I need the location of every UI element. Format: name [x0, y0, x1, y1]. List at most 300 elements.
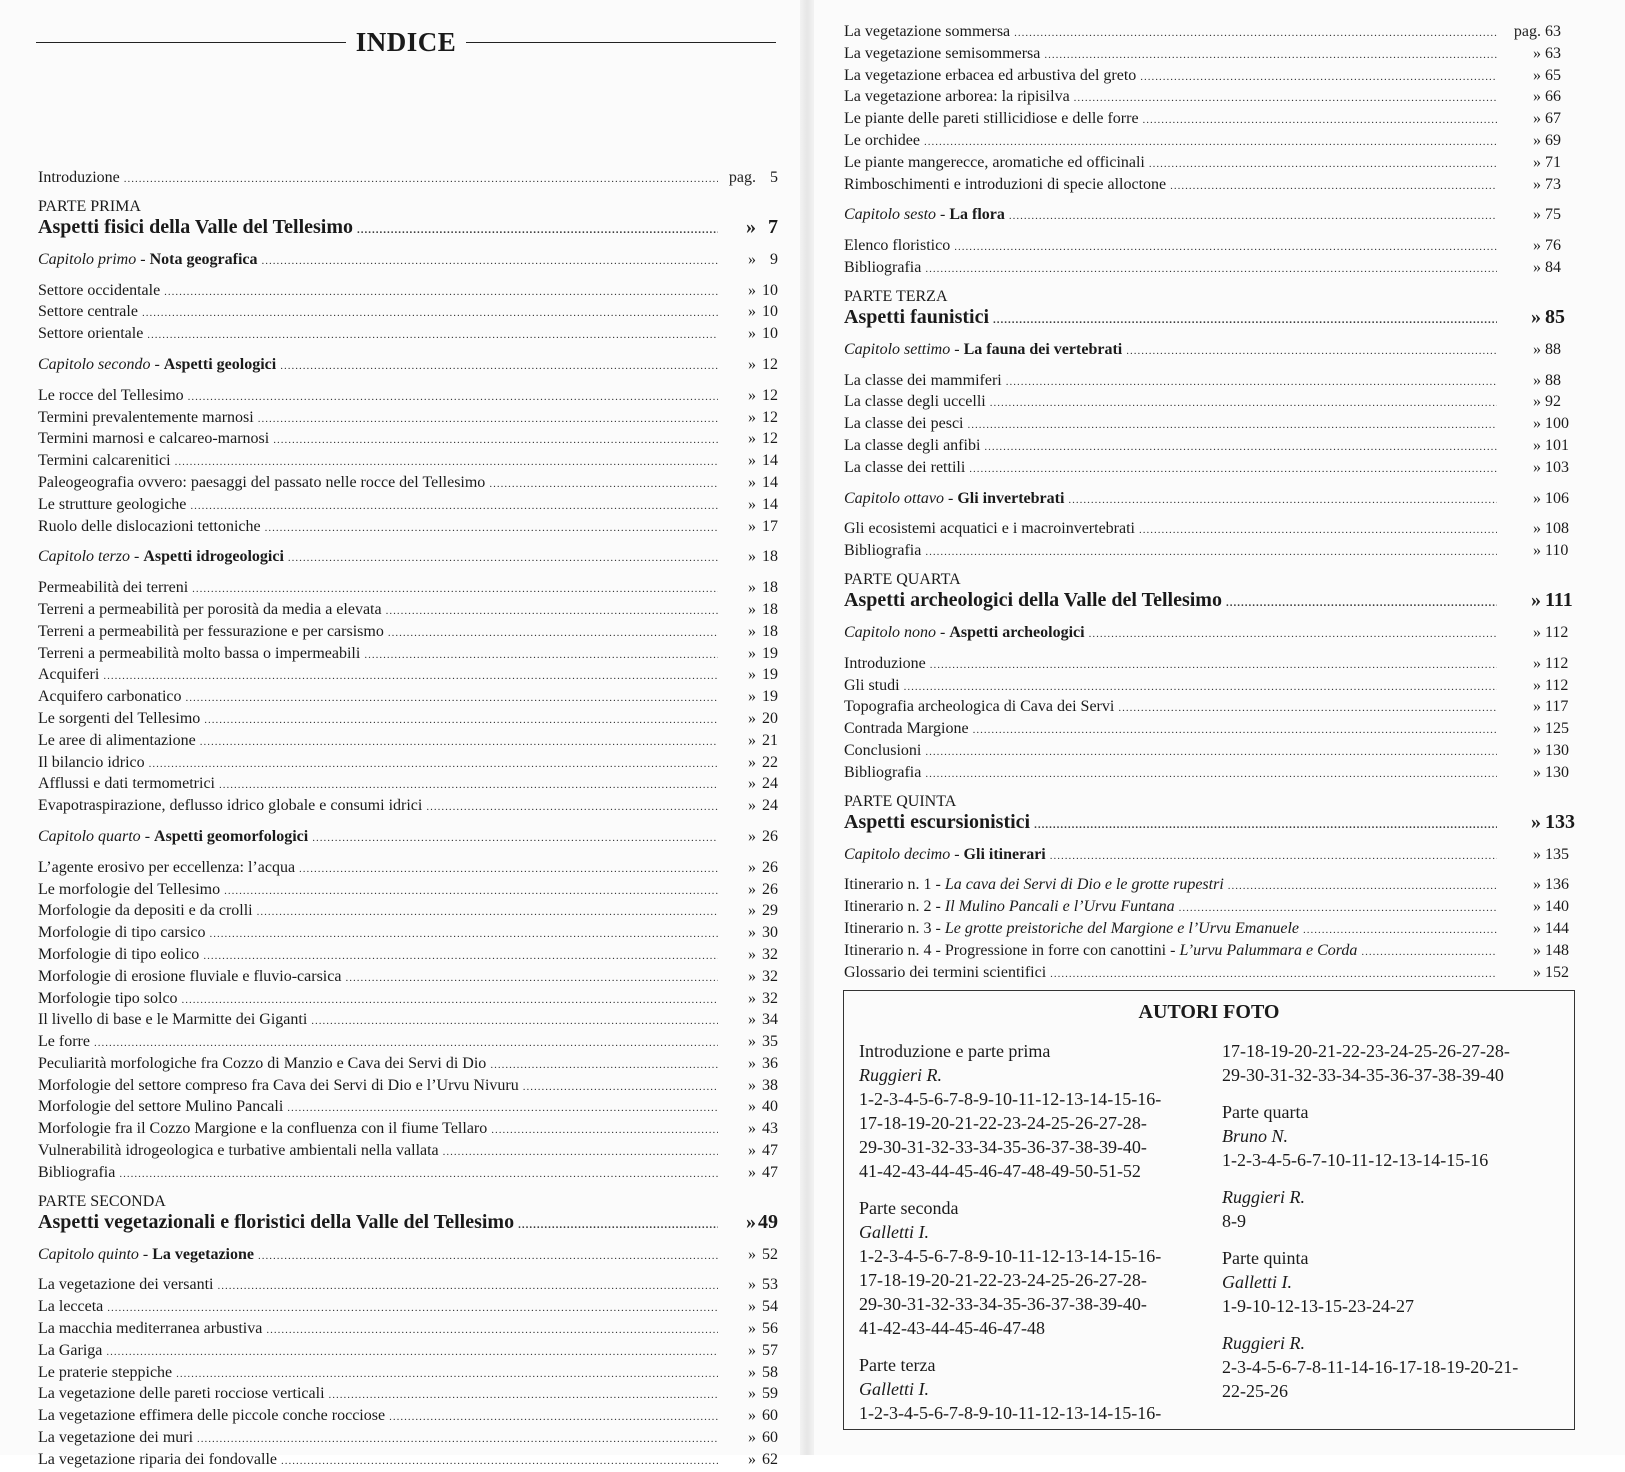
toc-entry: [844, 131, 1579, 153]
toc-spacer: [38, 538, 778, 547]
toc-entry-label: Le sorgenti del Tellesimo: [38, 709, 201, 727]
toc-page-number: 24: [762, 775, 778, 793]
toc-entry: [844, 44, 1579, 66]
toc-entry: [38, 731, 778, 753]
chapter-number: Capitolo secondo: [38, 355, 151, 373]
toc-leader-dots: [188, 387, 718, 408]
toc-page-number: 19: [762, 666, 778, 684]
toc-leader-dots: [1009, 206, 1497, 227]
toc-spacer: [38, 241, 778, 250]
toc-page-number: 14: [762, 495, 778, 513]
toc-page-number: 54: [762, 1298, 778, 1316]
toc-entry: [38, 923, 778, 945]
photo-credit-numbers: 29-30-31-32-33-34-35-36-37-38-39-40-: [859, 1294, 1147, 1314]
toc-page-prefix: »: [748, 1407, 756, 1425]
toc-page-prefix: pag.: [728, 169, 756, 186]
toc-chapter: [38, 355, 778, 377]
toc-entry: [38, 1363, 778, 1385]
toc-page-number: 75: [1545, 206, 1561, 224]
toc-entry: [38, 774, 778, 796]
chapter-number: Capitolo quinto: [38, 1245, 139, 1263]
toc-leader-dots: [1143, 110, 1497, 131]
toc-leader-dots: [176, 1364, 718, 1385]
toc-spacer: [844, 362, 1579, 371]
toc-page-number: 65: [1545, 66, 1561, 84]
toc-entry: [38, 644, 778, 666]
toc-entry-label: Termini marnosi e calcareo-marnosi: [38, 430, 270, 448]
chapter-number: Capitolo decimo: [844, 845, 951, 863]
toc-page-number: 18: [762, 600, 778, 618]
toc-page-number: 32: [762, 945, 778, 963]
toc-entry: [844, 741, 1579, 763]
photo-credit-author: Ruggieri R.: [1222, 1187, 1305, 1207]
toc-leader-dots: [107, 1298, 718, 1319]
toc-page-number: 112: [1545, 654, 1569, 672]
toc-entry: [38, 600, 778, 622]
photo-credits-column-2: [1222, 1039, 1562, 1416]
toc-leader-dots: [299, 859, 718, 880]
toc-page-prefix: »: [748, 250, 756, 268]
toc-leader-dots: [925, 542, 1497, 563]
toc-leader-dots: [930, 655, 1497, 676]
toc-page-prefix: »: [1533, 458, 1541, 476]
toc-entry: [38, 1119, 778, 1141]
toc-entry-label: La Gariga: [38, 1341, 103, 1359]
toc-entry: [38, 1275, 778, 1297]
toc-page-prefix: »: [1533, 623, 1541, 641]
toc-page-number: 38: [762, 1076, 778, 1094]
toc-entry-label: La vegetazione dei versanti: [38, 1276, 214, 1294]
photo-credits-column-1: [859, 1039, 1199, 1438]
toc-entry: [38, 967, 778, 989]
toc-entry-label: Peculiarità morfologiche fra Cozzo di Manzio e Cava dei Servi di Dio: [38, 1054, 487, 1072]
toc-leader-dots: [968, 415, 1498, 436]
toc-leader-dots: [426, 797, 718, 818]
toc-page-prefix: »: [748, 1245, 756, 1263]
toc-entry-label: Aspetti fisici della Valle del Tellesimo: [38, 215, 354, 238]
toc-page-number: 136: [1545, 876, 1569, 894]
photo-credit-block: [859, 1039, 1199, 1183]
toc-entry-label: Le piante mangerecce, aromatiche ed officinali: [844, 153, 1145, 171]
toc-page-prefix: »: [748, 989, 756, 1007]
toc-leader-dots: [1074, 88, 1497, 109]
toc-leader-dots: [1089, 624, 1497, 645]
toc-chapter: [844, 489, 1579, 511]
toc-leader-dots: [1034, 814, 1497, 836]
chapter-number: Capitolo primo: [38, 250, 137, 268]
toc-page-prefix: »: [746, 1210, 756, 1233]
toc-part-label: PARTE QUARTA: [844, 570, 961, 588]
toc-page-prefix: »: [1533, 237, 1541, 255]
photo-credit-numbers: 1-2-3-4-5-6-7-10-11-12-13-14-15-16: [1222, 1150, 1489, 1170]
toc-spacer: [844, 614, 1579, 623]
toc-entry-label: La classe dei rettili: [844, 458, 966, 476]
toc-page-prefix: »: [1533, 520, 1541, 538]
chapter-number: Capitolo quarto: [38, 827, 141, 845]
toc-page-number: 49: [758, 1210, 778, 1233]
photo-credit-numbers: 29-30-31-32-33-34-35-36-37-38-39-40: [1222, 1065, 1504, 1085]
toc-spacer: [844, 196, 1579, 205]
toc-page-number: 26: [762, 858, 778, 876]
toc-page-number: 88: [1545, 371, 1561, 389]
toc-entry: [844, 875, 1579, 897]
toc-leader-dots: [312, 828, 718, 849]
toc-leader-dots: [1361, 942, 1497, 963]
toc-leader-dots: [190, 496, 718, 517]
photo-credit-section: Parte quinta: [1222, 1248, 1309, 1268]
toc-entry: [844, 22, 1579, 44]
toc-page-prefix: »: [1533, 919, 1541, 937]
toc-page-prefix: »: [1533, 763, 1541, 781]
toc-leader-dots: [1226, 592, 1497, 614]
toc-page-prefix: »: [748, 386, 756, 404]
toc-page-prefix: »: [748, 303, 756, 321]
toc-part-title: [38, 216, 778, 241]
itinerary-title: Le grotte preistoriche del Margione e l’Urvu Emanuele: [944, 919, 1299, 937]
itinerary-number: Itinerario n. 4 - Progressione in forre con canottini -: [844, 941, 1180, 959]
toc-entry-label: Capitolo sesto - La flora: [844, 206, 1005, 224]
toc-page-prefix: »: [748, 579, 756, 597]
toc-entry: [38, 796, 778, 818]
toc-entry-label: [844, 875, 1224, 896]
toc-page-number: 30: [762, 924, 778, 942]
toc-page-prefix: »: [748, 1320, 756, 1338]
toc-entry: [844, 175, 1579, 197]
toc-page-prefix: »: [1531, 810, 1541, 833]
toc-page-prefix: »: [1533, 698, 1541, 716]
itinerary-title: L’urvu Palummara e Corda: [1179, 941, 1358, 959]
toc-entry-label: Rimboschimenti e introduzioni di specie alloctone: [844, 175, 1167, 193]
toc-leader-dots: [924, 132, 1497, 153]
toc-page-prefix: »: [748, 644, 756, 662]
toc-spacer: [844, 866, 1579, 875]
toc-chapter: [844, 205, 1579, 227]
toc-part-label: PARTE TERZA: [844, 287, 948, 305]
toc-spacer: [38, 1236, 778, 1245]
toc-leader-dots: [1303, 920, 1497, 941]
toc-entry: [38, 1341, 778, 1363]
toc-page-prefix: »: [748, 709, 756, 727]
toc-entry: [38, 281, 778, 303]
toc-leader-dots: [265, 518, 718, 539]
toc-spacer: [38, 377, 778, 386]
toc-page-prefix: »: [1533, 258, 1541, 276]
toc-page-number: 9: [770, 250, 778, 268]
toc-entry-label: Capitolo settimo - La fauna dei vertebrati: [844, 340, 1123, 358]
toc-entry-label: Aspetti escursionistici: [844, 810, 1031, 833]
toc-chapter: [844, 845, 1579, 867]
toc-page-number: 57: [762, 1341, 778, 1359]
toc-entry: [844, 676, 1579, 698]
toc-page-prefix: »: [748, 731, 756, 749]
toc-leader-dots: [149, 754, 718, 775]
photo-credits-box: [843, 990, 1575, 1430]
toc-leader-dots: [1050, 846, 1497, 867]
toc-leader-dots: [388, 623, 718, 644]
photo-credit-block: [1222, 1100, 1562, 1172]
toc-leader-dots: [217, 1276, 718, 1297]
toc-entry: [38, 1384, 778, 1406]
toc-page-prefix: »: [1533, 66, 1541, 84]
toc-page-number: 111: [1545, 588, 1573, 611]
toc-entry: [38, 495, 778, 517]
toc-entry-label: Morfologie di tipo carsico: [38, 924, 206, 942]
toc-page-number: 22: [762, 753, 778, 771]
toc-entry: [38, 1297, 778, 1319]
toc-entry: [38, 687, 778, 709]
toc-spacer: [38, 849, 778, 858]
toc-leader-dots: [1228, 876, 1497, 897]
toc-page-prefix: »: [748, 600, 756, 618]
toc-page-number: 73: [1545, 175, 1561, 193]
toc-leader-dots: [273, 430, 718, 451]
toc-leader-dots: [954, 237, 1497, 258]
toc-entry-label: Le rocce del Tellesimo: [38, 386, 184, 404]
title-rule-right: [466, 42, 776, 43]
toc-leader-dots: [1149, 154, 1497, 175]
toc-page-number: 60: [762, 1429, 778, 1447]
toc-entry: [38, 1406, 778, 1428]
toc-page-number: 66: [1545, 88, 1561, 106]
toc-page-number: 71: [1545, 153, 1561, 171]
toc-entry-label: Permeabilità dei terreni: [38, 579, 189, 597]
toc-entry-label: Acquiferi: [38, 666, 100, 684]
toc-entry: [38, 1450, 778, 1472]
toc-entry: [844, 654, 1579, 676]
toc-page-prefix: »: [1533, 741, 1541, 759]
toc-entry: [38, 1097, 778, 1119]
toc-entry-label: La vegetazione delle pareti rocciose verticali: [38, 1385, 325, 1403]
photo-credit-numbers: 8-9: [1222, 1211, 1246, 1231]
toc-spacer: [38, 1266, 778, 1275]
toc-entry-label: Le piante delle pareti stillicidiose e delle forre: [844, 110, 1139, 128]
toc-page-number: 5: [770, 169, 778, 186]
toc-entry-label: Vulnerabilità idrogeologica e turbative ambientali nella vallata: [38, 1142, 439, 1160]
toc-leader-dots: [518, 1214, 718, 1236]
toc-leader-dots: [1118, 698, 1497, 719]
toc-entry-label: La macchia mediterranea arbustiva: [38, 1320, 263, 1338]
toc-page-prefix: »: [748, 408, 756, 426]
toc-entry-label: Acquifero carbonatico: [38, 688, 182, 706]
toc-leader-dots: [106, 1342, 718, 1363]
toc-page-number: 24: [762, 797, 778, 815]
toc-entry: [844, 458, 1579, 480]
toc-leader-dots: [925, 764, 1497, 785]
toc-spacer: [38, 346, 778, 355]
toc-leader-dots: [142, 303, 718, 324]
photo-credit-block: [1222, 1331, 1562, 1403]
toc-page-prefix: »: [1533, 44, 1541, 62]
toc-part-title: [844, 589, 1579, 614]
toc-entry: [844, 919, 1579, 941]
toc-leader-dots: [192, 579, 718, 600]
toc-entry: [38, 1076, 778, 1098]
photo-credit-block: [859, 1353, 1199, 1425]
toc-spacer: [844, 227, 1579, 236]
toc-page-number: 18: [762, 579, 778, 597]
toc-entry: [844, 66, 1579, 88]
toc-page-number: 19: [762, 688, 778, 706]
toc-entry-label: La vegetazione dei muri: [38, 1429, 194, 1447]
toc-page-number: 58: [762, 1363, 778, 1381]
toc-page-prefix: »: [748, 775, 756, 793]
toc-part-title: [844, 811, 1579, 836]
itinerary-number: Itinerario n. 2 -: [844, 898, 945, 916]
toc-leader-dots: [389, 1407, 718, 1428]
toc-entry: [38, 945, 778, 967]
toc-page-number: 32: [762, 967, 778, 985]
toc-entry: [844, 87, 1579, 109]
toc-leader-dots: [1044, 45, 1497, 66]
toc-page-number: 59: [762, 1385, 778, 1403]
toc-page-number: 144: [1545, 919, 1569, 937]
toc-entry-label: Morfologie tipo solco: [38, 989, 178, 1007]
toc-page-prefix: »: [1533, 898, 1541, 916]
toc-entry: [844, 371, 1579, 393]
toc-entry-label: Le orchidee: [844, 131, 920, 149]
toc-page-number: 12: [762, 355, 778, 373]
toc-leader-dots: [200, 732, 718, 753]
toc-entry: [38, 578, 778, 600]
toc-spacer: [844, 645, 1579, 654]
itinerary-number: Itinerario n. 1 -: [844, 876, 945, 894]
toc-leader-dots: [491, 1120, 718, 1141]
toc-page-prefix: »: [748, 1341, 756, 1359]
toc-page-prefix: »: [748, 1120, 756, 1138]
toc-page-prefix: »: [748, 1450, 756, 1468]
toc-leader-dots: [1139, 520, 1497, 541]
toc-entry: [844, 153, 1579, 175]
toc-page-prefix: »: [1533, 654, 1541, 672]
chapter-title: Aspetti geomorfologici: [154, 827, 309, 845]
toc-entry: [38, 451, 778, 473]
toc-page-prefix: »: [748, 1098, 756, 1116]
toc-page-number: 10: [762, 325, 778, 343]
toc-page-number: 112: [1545, 623, 1569, 641]
title-rule-left: [36, 42, 346, 43]
chapter-number: Capitolo terzo: [38, 548, 131, 566]
toc-entry-label: La classe degli anfibi: [844, 436, 981, 454]
toc-entry: [844, 109, 1579, 131]
toc-entry-label: La vegetazione effimera delle piccole conche rocciose: [38, 1407, 386, 1425]
toc-page-number: 29: [762, 902, 778, 920]
toc-page-number: 34: [762, 1011, 778, 1029]
toc-leader-dots: [1050, 964, 1497, 985]
toc-entry-label: Capitolo decimo - Gli itinerari: [844, 845, 1046, 863]
toc-page-number: 84: [1545, 258, 1561, 276]
toc-entry-label: Morfologie di tipo eolico: [38, 945, 200, 963]
toc-leader-dots: [523, 1077, 718, 1098]
toc-entry-label: Morfologie del settore Mulino Pancali: [38, 1098, 284, 1116]
toc-part-title: [38, 1211, 778, 1236]
toc-entry-label: Morfologie da depositi e da crolli: [38, 902, 253, 920]
toc-leader-dots: [386, 601, 718, 622]
toc-entry: [38, 1163, 778, 1185]
toc-page-prefix: »: [748, 1429, 756, 1447]
toc-entry-label: Le morfologie del Tellesimo: [38, 880, 221, 898]
toc-page-number: 101: [1545, 436, 1569, 454]
toc-entry-label: La classe dei mammiferi: [844, 371, 1002, 389]
toc-entry-label: Bibliografia: [844, 542, 922, 560]
toc-leader-dots: [257, 902, 718, 923]
photo-credit-block: [859, 1196, 1199, 1340]
photo-credits-title: AUTORI FOTO: [1138, 1001, 1280, 1023]
photo-credit-block: [1222, 1185, 1562, 1233]
toc-entry-label: Morfologie di erosione fluviale e fluvio-carsica: [38, 967, 342, 985]
toc-page-prefix: »: [748, 1033, 756, 1051]
toc-leader-dots: [204, 710, 718, 731]
toc-entry: [844, 519, 1579, 541]
toc-page-prefix: »: [746, 215, 756, 238]
toc-page-number: 19: [762, 644, 778, 662]
photo-credit-numbers: 1-2-3-4-5-6-7-8-9-10-11-12-13-14-15-16-: [859, 1089, 1162, 1109]
toc-page-number: 7: [768, 215, 778, 238]
toc-page-prefix: »: [748, 1385, 756, 1403]
toc-page-number: 135: [1545, 845, 1569, 863]
toc-entry: [38, 753, 778, 775]
toc-page-number: 117: [1545, 698, 1569, 716]
toc-entry-label: Settore orientale: [38, 325, 144, 343]
toc-entry-label: Bibliografia: [844, 258, 922, 276]
toc-leader-dots: [489, 474, 718, 495]
toc-page-number: 18: [762, 548, 778, 566]
toc-leader-dots: [281, 1451, 718, 1472]
toc-page-prefix: »: [748, 1011, 756, 1029]
toc-entry-label: Contrada Margione: [844, 720, 969, 738]
toc-page-number: 14: [762, 452, 778, 470]
toc-entry: [38, 665, 778, 687]
toc-page-prefix: »: [1533, 393, 1541, 411]
toc-page-number: 35: [762, 1033, 778, 1051]
toc-entry: [38, 1032, 778, 1054]
toc-page-number: 63: [1545, 44, 1561, 62]
toc-page-number: 67: [1545, 110, 1561, 128]
toc-leader-dots: [990, 393, 1497, 414]
toc-entry-label: Gli ecosistemi acquatici e i macroinvertebrati: [844, 520, 1135, 538]
toc-page-prefix: »: [1533, 340, 1541, 358]
toc-entry-label: La vegetazione sommersa: [844, 23, 1011, 40]
toc-entry: [38, 1428, 778, 1450]
photo-credit-section: Parte quarta: [1222, 1102, 1309, 1122]
toc-page-prefix: »: [748, 1163, 756, 1181]
toc-leader-dots: [262, 251, 718, 272]
toc-chapter: [38, 827, 778, 849]
toc-leader-dots: [1179, 898, 1497, 919]
toc-page-number: 17: [762, 517, 778, 535]
toc-page-number: 148: [1545, 941, 1569, 959]
toc-entry-label: Capitolo secondo - Aspetti geologici: [38, 355, 277, 373]
toc-entry: [844, 414, 1579, 436]
toc-page-prefix: »: [748, 325, 756, 343]
toc-chapter: [844, 623, 1579, 645]
toc-entry-label: La vegetazione erbacea ed arbustiva del greto: [844, 66, 1137, 84]
toc-page-number: 103: [1545, 458, 1569, 476]
toc-entry: [38, 1141, 778, 1163]
toc-left-column: [38, 168, 778, 1472]
toc-page-number: 56: [762, 1320, 778, 1338]
toc-entry: [38, 386, 778, 408]
toc-page-prefix: »: [748, 430, 756, 448]
toc-entry-label: Il livello di base e le Marmitte dei Giganti: [38, 1011, 308, 1029]
toc-leader-dots: [443, 1142, 718, 1163]
toc-entry: [38, 622, 778, 644]
toc-entry-label: Afflussi e dati termometrici: [38, 775, 215, 793]
chapter-title: La flora: [949, 206, 1005, 224]
toc-spacer: [38, 272, 778, 281]
toc-page-prefix: »: [748, 1298, 756, 1316]
toc-spacer: [38, 569, 778, 578]
page-title: INDICE: [355, 26, 457, 57]
